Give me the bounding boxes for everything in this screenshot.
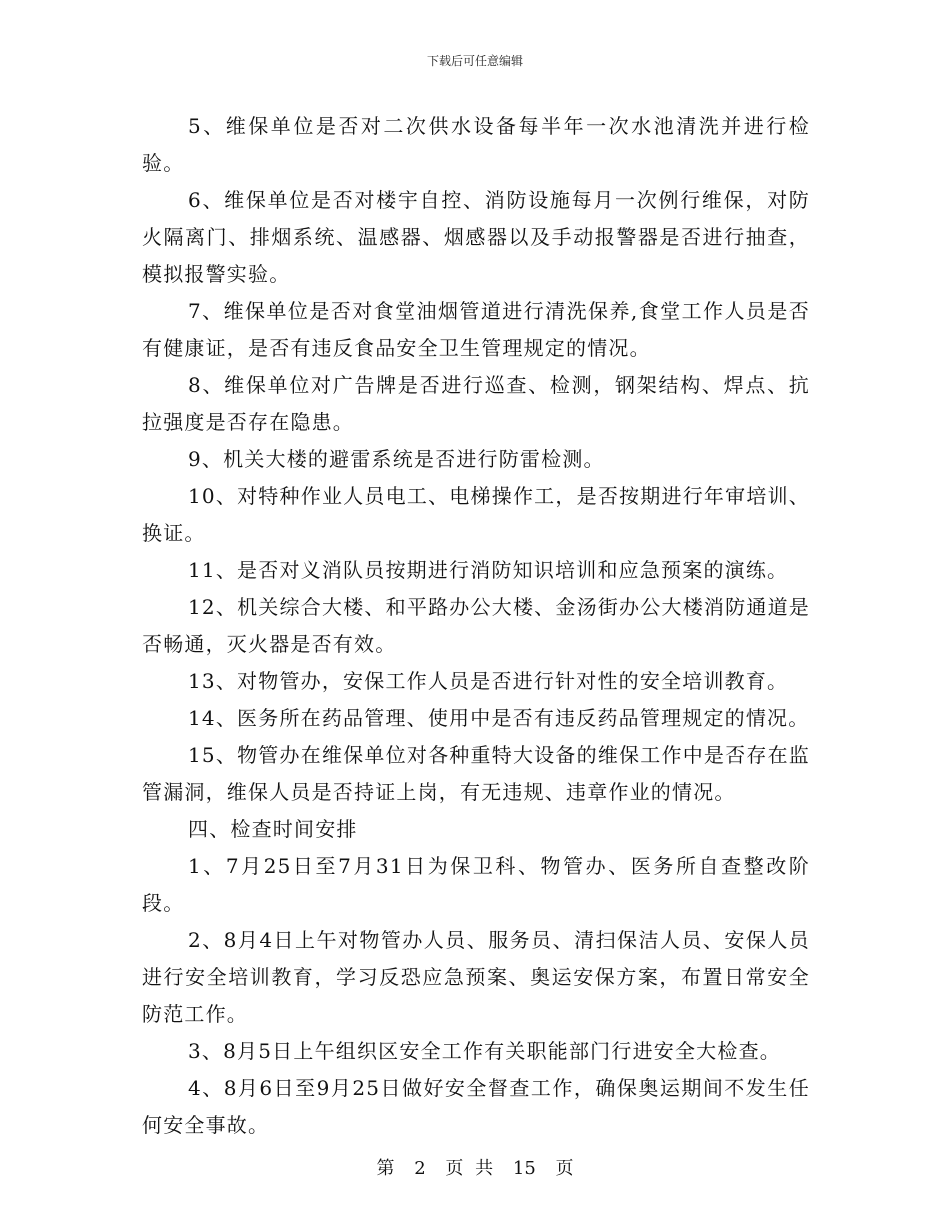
paragraph: 15、物管办在维保单位对各种重特大设备的维保工作中是否存在监管漏洞，维保人员是否持证上岗，有无违规、违章作业的情况。 bbox=[142, 743, 810, 804]
paragraph: 7、维保单位是否对食堂油烟管道进行清洗保养,食堂工作人员是否有健康证，是否有违反食品安全卫生管理规定的情况。 bbox=[142, 299, 810, 360]
paragraph: 4、8月6日至9月25日做好安全督查工作，确保奥运期间不发生任何安全事故。 bbox=[142, 1076, 810, 1137]
paragraph: 11、是否对义消队员按期进行消防知识培训和应急预案的演练。 bbox=[188, 558, 789, 582]
paragraph: 10、对特种作业人员电工、电梯操作工，是否按期进行年审培训、换证。 bbox=[142, 484, 810, 545]
page-footer bbox=[0, 1154, 950, 1180]
paragraph: 9、机关大楼的避雷系统是否进行防雷检测。 bbox=[188, 447, 605, 471]
paragraph: 5、维保单位是否对二次供水设备每半年一次水池清洗并进行检验。 bbox=[142, 114, 810, 175]
footer-prefix: 第 bbox=[376, 1158, 395, 1179]
total-pages: 15 bbox=[512, 1158, 536, 1179]
footer-suffix: 页 bbox=[555, 1158, 574, 1179]
paragraph: 1、7月25日至7月31日为保卫科、物管办、医务所自查整改阶段。 bbox=[142, 854, 810, 915]
document-body bbox=[142, 108, 810, 1144]
paragraph: 12、机关综合大楼、和平路办公大楼、金汤街办公大楼消防通道是否畅通，灭火器是否有效。 bbox=[142, 595, 810, 656]
paragraph: 8、维保单位对广告牌是否进行巡查、检测，钢架结构、焊点、抗拉强度是否存在隐患。 bbox=[142, 373, 810, 434]
page-header-note: 下载后可任意编辑 bbox=[426, 54, 523, 68]
paragraph: 6、维保单位是否对楼宇自控、消防设施每月一次例行维保，对防火隔离门、排烟系统、温感器、烟感器以及手动报警器是否进行抽查，模拟报警实验。 bbox=[142, 188, 810, 286]
page-number: 2 bbox=[414, 1158, 426, 1179]
paragraph: 14、医务所在药品管理、使用中是否有违反药品管理规定的情况。 bbox=[188, 706, 810, 730]
section-heading: 四、检查时间安排 bbox=[188, 817, 358, 841]
paragraph: 2、8月4日上午对物管办人员、服务员、清扫保洁人员、安保人员进行安全培训教育，学习反恐应急预案、奥运安保方案，布置日常安全防范工作。 bbox=[142, 928, 810, 1026]
paragraph: 3、8月5日上午组织区安全工作有关职能部门行进安全大检查。 bbox=[188, 1039, 781, 1063]
footer-middle: 页 共 bbox=[445, 1158, 494, 1179]
paragraph: 13、对物管办，安保工作人员是否进行针对性的安全培训教育。 bbox=[188, 669, 789, 693]
